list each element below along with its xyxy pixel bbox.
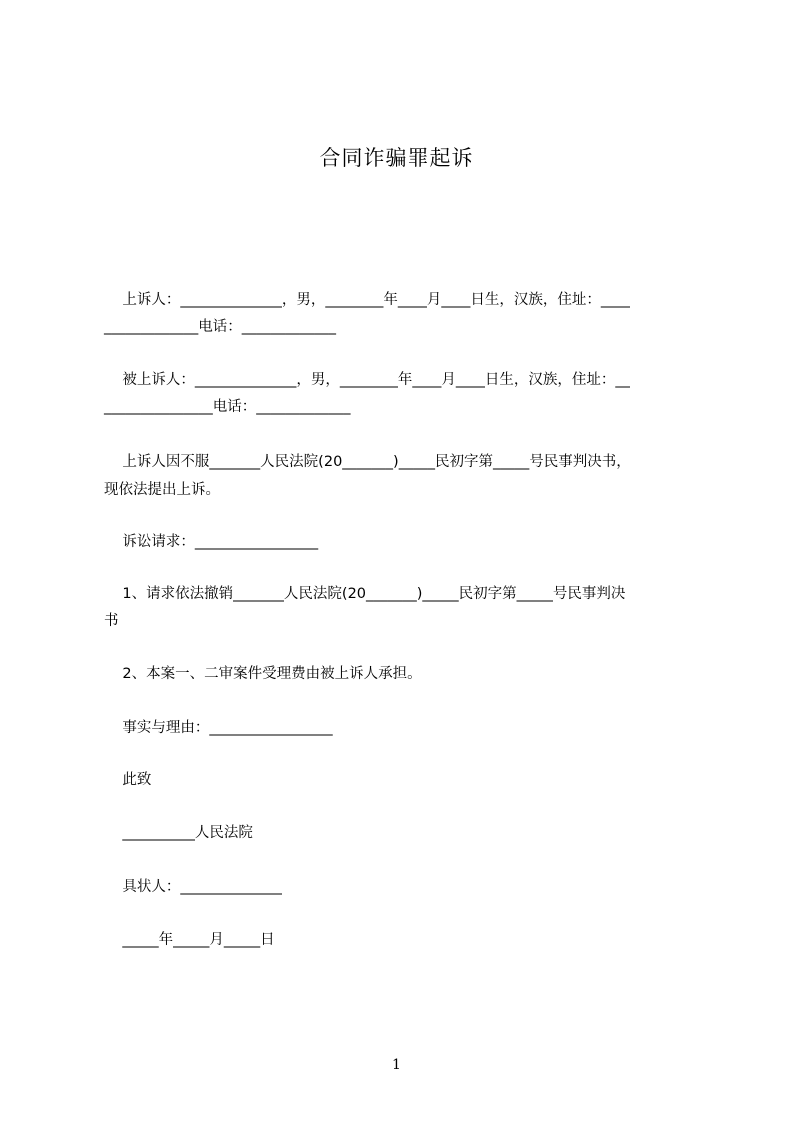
appellant-line-2: _____________电话：_____________: [104, 319, 336, 335]
claim-1-line-1: 1、请求依法撤销_______人民法院(20_______)_____民初字第_____号民事判决: [104, 586, 626, 602]
statement-line-2: 现依法提出上诉。: [104, 482, 220, 498]
claim-2: 2、本案一、二审案件受理费由被上诉人承担。: [104, 666, 422, 682]
claims-label: 诉讼请求：_________________: [104, 534, 319, 550]
date-line: _____年_____月_____日: [104, 932, 275, 948]
facts-label: 事实与理由：_________________: [104, 720, 333, 736]
salutation: 此致: [104, 772, 152, 788]
signer-line: 具状人：______________: [104, 879, 282, 895]
document-title: 合同诈骗罪起诉: [319, 146, 474, 170]
claim-1-line-2: 书: [104, 613, 119, 629]
appellant-line-1: 上诉人：______________，男，________年____月____日生，汉族，住址：____: [104, 292, 630, 308]
appellee-line-2: _______________电话：_____________: [104, 399, 351, 415]
statement-line-1: 上诉人因不服_______人民法院(20_______)_____民初字第_____号民事判决书，: [104, 454, 631, 470]
appellee-line-1: 被上诉人：______________，男，________年____月____日生，汉族，住址：__: [104, 372, 630, 388]
court-name: __________人民法院: [104, 825, 253, 841]
page-number: 1: [392, 1057, 401, 1073]
